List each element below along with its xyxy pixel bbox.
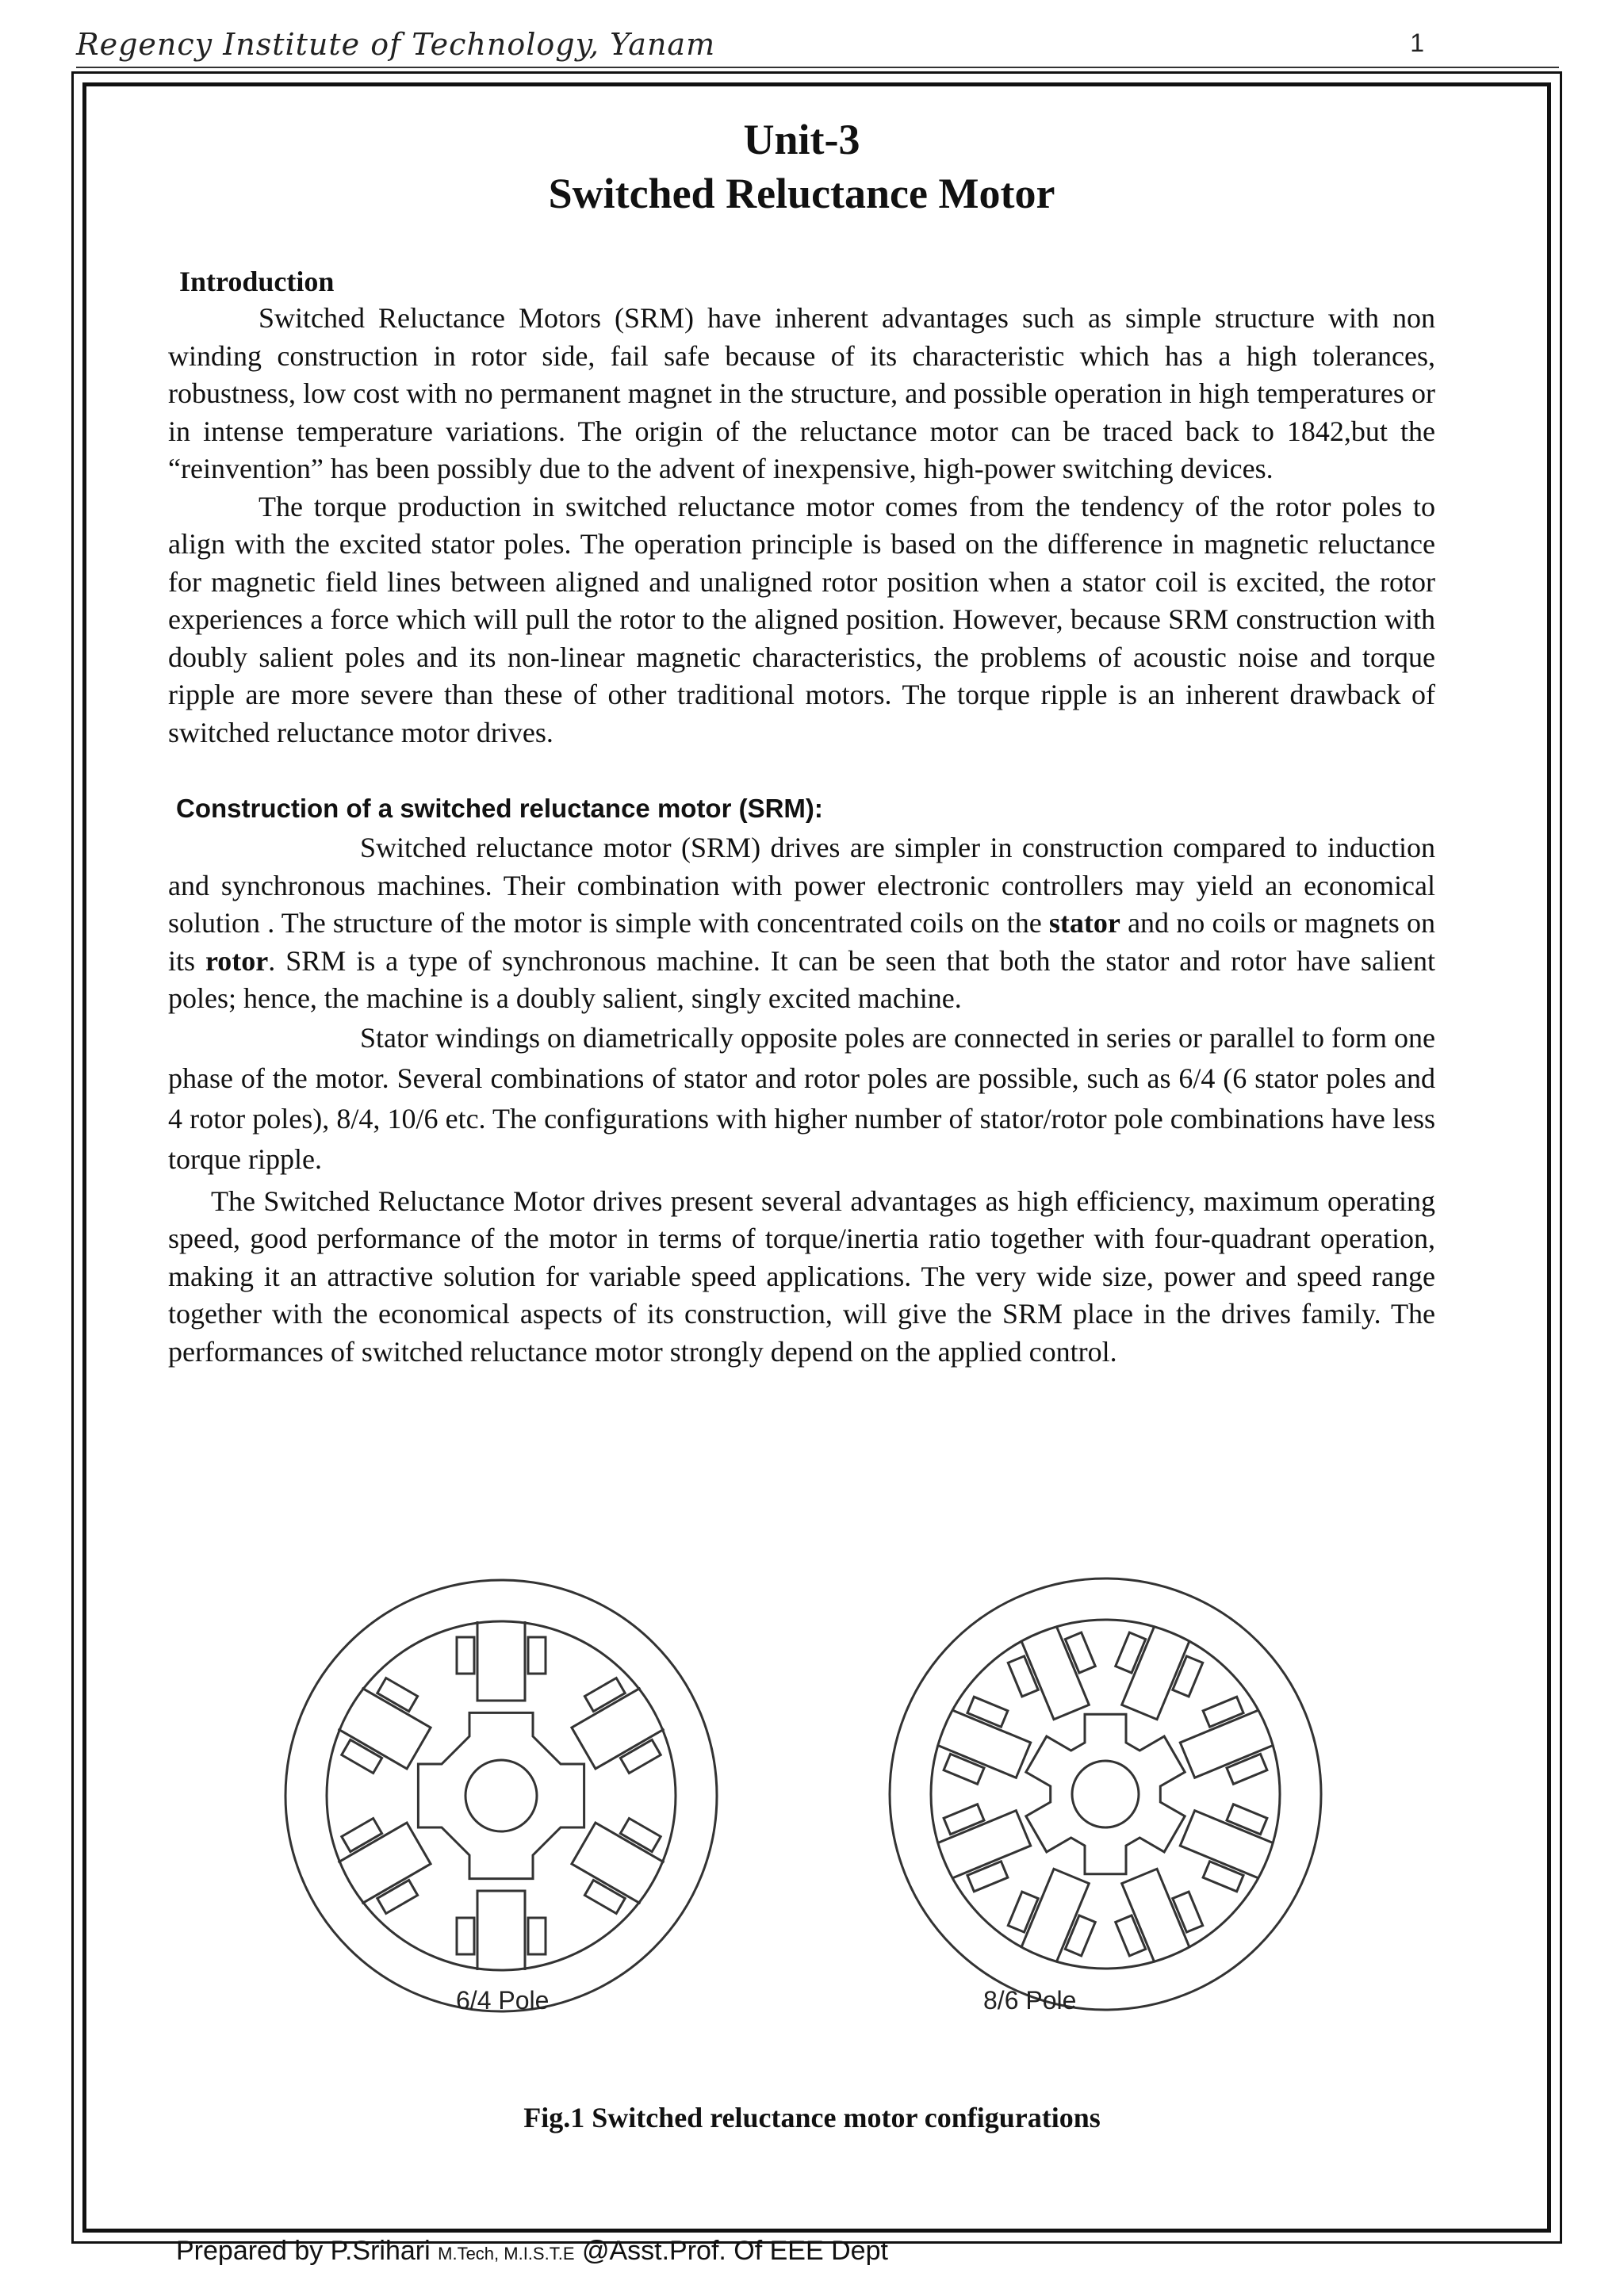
rotor-outline xyxy=(1026,1714,1185,1873)
stator-pole-outline xyxy=(338,1688,431,1769)
unit-subtitle: Switched Reluctance Motor xyxy=(548,170,1055,217)
stator-yoke-inner xyxy=(931,1620,1280,1969)
construction-p1-text-b: and no coils or magnets on its xyxy=(168,907,1435,977)
stator-yoke-inner xyxy=(327,1621,676,1970)
coil-slot xyxy=(1227,1754,1267,1784)
stator-pole-outline xyxy=(338,1823,431,1904)
page-footer xyxy=(176,2236,888,2267)
coil-slot xyxy=(1008,1892,1038,1932)
stator-pole xyxy=(1103,1861,1209,1970)
coil-slot xyxy=(1203,1697,1243,1727)
stator-pole xyxy=(327,1670,441,1787)
coil-slot xyxy=(967,1862,1008,1892)
footer-author: Prepared by P.Srihari xyxy=(176,2236,431,2266)
coil-slot xyxy=(528,1637,546,1674)
coil-slot xyxy=(342,1739,382,1773)
footer-role: @Asst.Prof. Of EEE Dept xyxy=(581,2236,888,2266)
coil-slot xyxy=(944,1804,984,1835)
rotor-4-poles xyxy=(418,1712,584,1878)
coil-slot xyxy=(620,1819,661,1852)
institute-name: Regency Institute of Technology, Yanam xyxy=(76,27,716,62)
coil-slot xyxy=(1227,1804,1267,1835)
stator-pole xyxy=(457,1891,546,1970)
rotor-term: rotor xyxy=(205,944,269,977)
footer-credentials: M.Tech, M.I.S.T.E xyxy=(438,2244,575,2263)
coil-slot xyxy=(944,1754,984,1784)
stator-pole xyxy=(1002,1861,1109,1970)
header-rule xyxy=(76,67,1559,68)
construction-paragraph-1 xyxy=(168,829,1435,1018)
construction-p1-text-c: . SRM is a type of synchronous machine. It can be seen that both the stator and rotor have salient poles; hence, the machine is a doubly salient, singly excited machine. xyxy=(168,944,1435,1014)
coil-slot xyxy=(342,1819,382,1852)
stator-pole xyxy=(1172,1792,1281,1898)
coil-slot xyxy=(528,1918,546,1954)
page-number: 1 xyxy=(1410,29,1424,57)
rotor-6-poles xyxy=(1026,1714,1185,1873)
coil-slot xyxy=(457,1637,474,1674)
srm-8-6-diagram xyxy=(883,1572,1327,2016)
construction-paragraph-3: The Switched Reluctance Motor drives present several advantages as high efficiency, maximum operating speed, good performance of the motor in terms of torque/inertia ratio together with four-quadrant operation, making it an attractive solution for variable speed applications. The very wide size, power and speed range together with the economical aspects of its construction, will give the SRM place in the drives family. The performances of switched reluctance motor strongly depend on the applied control. xyxy=(168,1184,1435,1368)
motor-figure xyxy=(279,1574,1365,2018)
srm-6-4-diagram xyxy=(279,1574,723,2018)
stator-pole xyxy=(1172,1691,1281,1797)
coil-slot xyxy=(1173,1892,1203,1932)
coil-slot xyxy=(1008,1656,1038,1697)
stator-pole xyxy=(561,1670,675,1787)
stator-term: stator xyxy=(1048,907,1120,939)
coil-slot xyxy=(377,1678,418,1712)
coil-slot xyxy=(1203,1862,1243,1892)
page-content xyxy=(168,105,1435,1371)
stator-pole xyxy=(1002,1618,1109,1728)
coil-slot xyxy=(377,1880,418,1913)
coil-slot xyxy=(620,1739,661,1773)
coil-slot xyxy=(1173,1656,1203,1697)
figure-caption: Fig.1 Switched reluctance motor configurations xyxy=(523,2102,1101,2133)
stator-pole-outline xyxy=(572,1688,665,1769)
coil-slot xyxy=(1116,1632,1146,1673)
coil-slot xyxy=(967,1697,1008,1727)
label-8-6-pole: 8/6 Pole xyxy=(983,1986,1077,2015)
stator-pole xyxy=(929,1792,1039,1898)
stator-pole xyxy=(929,1691,1039,1797)
construction-p1-text-a: Switched reluctance motor (SRM) drives are simpler in construction compared to induction and synchronous machines. Their combination with power electronic controllers may yield an economical solution . The structure of the motor is simple with concentrated coils on the xyxy=(168,832,1435,939)
stator-pole-outline xyxy=(477,1621,525,1701)
coil-slot xyxy=(457,1918,474,1954)
coil-slot xyxy=(1065,1915,1095,1956)
stator-8-poles xyxy=(929,1618,1282,1971)
construction-paragraph-2: Stator windings on diametrically opposite poles are connected in series or parallel to form one phase of the motor. Several combinations of stator and rotor poles are possible, such as 6/4 (6 stator poles and 4 rotor poles), 8/4, 10/6 etc. The configurations with higher number of stator/rotor pole combinations have less torque ripple. xyxy=(168,1021,1435,1175)
coil-slot xyxy=(584,1880,625,1913)
intro-paragraph-1: Switched Reluctance Motors (SRM) have inherent advantages such as simple structure with non winding construction in rotor side, fail safe because of its characteristic which has a high tolerances, robustness, low cost with no permanent magnet in the structure, and possible operation in high temperatures or in intense temperature variations. The origin of the reluctance motor can be traced back to 1842,but the “reinvention” has been possibly due to the advent of inexpensive, high-power switching devices. xyxy=(168,302,1435,484)
introduction-heading: Introduction xyxy=(179,266,335,297)
stator-6-poles xyxy=(327,1621,676,1970)
page-header xyxy=(76,27,1424,71)
stator-pole xyxy=(327,1805,441,1922)
coil-slot xyxy=(1116,1915,1146,1956)
intro-paragraph-2: The torque production in switched reluctance motor comes from the tendency of the rotor poles to align with the excited stator poles. The operation principle is based on the difference in magnetic reluctance for magnetic field lines between aligned and unaligned rotor position when a stator coil is excited, the rotor experiences a force which will pull the rotor to the aligned position. However, because SRM construction with doubly salient poles and its non-linear magnetic characteristics, the problems of acoustic noise and torque ripple are more severe than these of other traditional motors. The torque ripple is an inherent drawback of switched reluctance motor drives. xyxy=(168,490,1435,748)
coil-slot xyxy=(1065,1632,1095,1673)
rotor-outline xyxy=(418,1712,584,1878)
stator-pole xyxy=(1103,1618,1209,1728)
stator-pole-outline xyxy=(572,1823,665,1904)
stator-pole xyxy=(561,1805,675,1922)
stator-pole xyxy=(457,1621,546,1701)
label-6-4-pole: 6/4 Pole xyxy=(456,1986,550,2015)
unit-title: Unit-3 xyxy=(743,116,860,163)
coil-slot xyxy=(584,1678,625,1712)
construction-heading: Construction of a switched reluctance motor (SRM): xyxy=(176,794,823,823)
stator-pole-outline xyxy=(477,1891,525,1970)
